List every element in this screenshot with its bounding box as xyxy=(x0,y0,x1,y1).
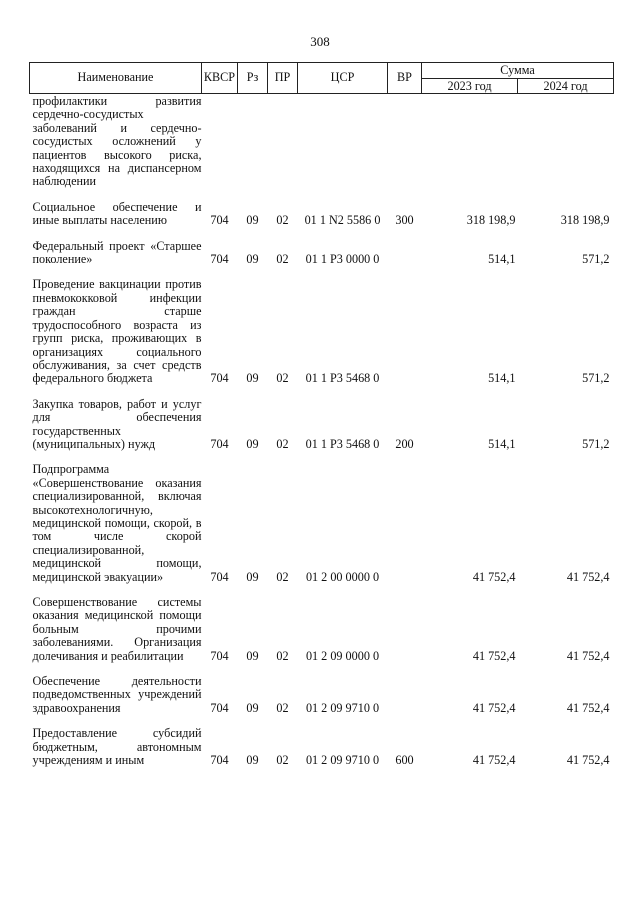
row-pr: 02 xyxy=(276,648,289,663)
row-csr: 01 2 09 9710 0 xyxy=(305,753,380,768)
row-kvsr: 704 xyxy=(210,252,229,267)
row-csr: 01 1 N2 5586 0 xyxy=(304,213,381,228)
row-pr: 02 xyxy=(276,213,289,228)
row-vr: 600 xyxy=(395,753,414,768)
row-csr: 01 2 00 0000 0 xyxy=(305,569,380,584)
table-row xyxy=(30,592,614,671)
row-pr: 02 xyxy=(276,371,289,386)
header-year-2024: 2024 год xyxy=(518,78,614,94)
row-name: Подпрограмма «Совершенствование оказания специализированной, включая высокотехнологичную, медицинской помощи, скорой, в том числе скорой специализированной, медицинской помощи, медицинской эвакуации» xyxy=(32,462,202,584)
row-rz: 09 xyxy=(246,648,259,663)
row-csr: 01 1 P3 5468 0 xyxy=(305,436,380,451)
row-name: Социальное обеспечение и иные выплаты населению xyxy=(32,199,202,228)
row-sum-2024 xyxy=(518,94,614,197)
row-vr xyxy=(388,274,422,393)
row-kvsr: 704 xyxy=(210,436,229,451)
row-name: Федеральный проект «Старшее поколение» xyxy=(32,238,202,267)
row-sum-2024: 41 752,4 xyxy=(566,753,610,768)
table-body xyxy=(30,94,614,776)
row-kvsr: 704 xyxy=(210,648,229,663)
row-pr: 02 xyxy=(276,252,289,267)
row-kvsr: 704 xyxy=(210,700,229,715)
row-vr xyxy=(388,236,422,275)
row-sum-2024: 41 752,4 xyxy=(566,700,610,715)
table-row xyxy=(30,394,614,460)
row-sum-2024: 41 752,4 xyxy=(566,648,610,663)
row-sum-2024: 571,2 xyxy=(582,252,610,267)
row-sum-2023: 41 752,4 xyxy=(472,569,516,584)
table-row xyxy=(30,94,614,197)
header-kvsr: КВСР xyxy=(202,63,238,94)
row-rz: 09 xyxy=(246,371,259,386)
row-csr: 01 1 P3 0000 0 xyxy=(305,252,380,267)
row-csr: 01 2 09 9710 0 xyxy=(305,700,380,715)
row-csr: 01 2 09 0000 0 xyxy=(305,648,380,663)
row-pr: 02 xyxy=(276,753,289,768)
header-csr: ЦСР xyxy=(298,63,388,94)
header-rz: Рз xyxy=(238,63,268,94)
row-csr: 01 1 P3 5468 0 xyxy=(305,371,380,386)
row-name: Совершенствование системы оказания медицинской помощи больным прочими заболеваниями. Организация долечивания и реабилитации xyxy=(32,595,202,663)
row-sum-2023: 41 752,4 xyxy=(472,753,516,768)
row-rz: 09 xyxy=(246,700,259,715)
row-rz: 09 xyxy=(246,213,259,228)
row-sum-2023: 41 752,4 xyxy=(472,700,516,715)
row-pr: 02 xyxy=(276,700,289,715)
header-name: Наименование xyxy=(30,63,202,94)
row-csr xyxy=(298,94,388,197)
page-number: 308 xyxy=(310,34,330,49)
row-rz: 09 xyxy=(246,753,259,768)
row-rz xyxy=(238,94,268,197)
row-sum-2023: 318 198,9 xyxy=(466,213,516,228)
row-name: Обеспечение деятельности подведомственных учреждений здравоохранения xyxy=(32,674,202,715)
row-kvsr: 704 xyxy=(210,753,229,768)
row-vr xyxy=(388,94,422,197)
budget-table xyxy=(29,62,614,775)
row-kvsr: 704 xyxy=(210,371,229,386)
row-sum-2024: 41 752,4 xyxy=(566,569,610,584)
table-row xyxy=(30,723,614,775)
row-rz: 09 xyxy=(246,252,259,267)
row-name: Проведение вакцинации против пневмококковой инфекции граждан старше трудоспособного возраста из групп риска, проживающих в организациях социального обслуживания, за счет средств федерального бюджета xyxy=(32,277,202,386)
table-row xyxy=(30,197,614,236)
row-rz: 09 xyxy=(246,436,259,451)
table-header xyxy=(30,63,614,94)
header-year-2023: 2023 год xyxy=(422,78,518,94)
row-pr xyxy=(268,94,298,197)
row-sum-2023: 514,1 xyxy=(488,252,516,267)
row-sum-2023: 41 752,4 xyxy=(472,648,516,663)
row-pr: 02 xyxy=(276,436,289,451)
row-vr: 200 xyxy=(395,436,414,451)
header-pr: ПР xyxy=(268,63,298,94)
row-name: Предоставление субсидий бюджетным, автономным учреждениям и иным xyxy=(32,726,202,768)
row-sum-2024: 318 198,9 xyxy=(560,213,610,228)
row-vr: 300 xyxy=(395,213,414,228)
table-row xyxy=(30,459,614,592)
header-sum: Сумма xyxy=(422,63,614,79)
row-sum-2024: 571,2 xyxy=(582,436,610,451)
table-row xyxy=(30,274,614,393)
row-pr: 02 xyxy=(276,569,289,584)
row-sum-2023: 514,1 xyxy=(488,371,516,386)
row-kvsr xyxy=(202,94,238,197)
table-row xyxy=(30,236,614,275)
row-name: профилактики развития сердечно-сосудистых заболеваний и сердечно-сосудистых осложнений у пациентов высокого риска, находящихся на диспансерном наблюдении xyxy=(32,94,202,189)
row-kvsr: 704 xyxy=(210,213,229,228)
row-name: Закупка товаров, работ и услуг для обеспечения государственных (муниципальных) нужд xyxy=(32,396,202,451)
row-vr xyxy=(388,459,422,592)
table-row xyxy=(30,671,614,723)
row-sum-2023: 514,1 xyxy=(488,436,516,451)
row-rz: 09 xyxy=(246,569,259,584)
row-sum-2023 xyxy=(422,94,518,197)
header-vr: ВР xyxy=(388,63,422,94)
row-kvsr: 704 xyxy=(210,569,229,584)
row-vr xyxy=(388,592,422,671)
row-sum-2024: 571,2 xyxy=(582,371,610,386)
row-vr xyxy=(388,671,422,723)
